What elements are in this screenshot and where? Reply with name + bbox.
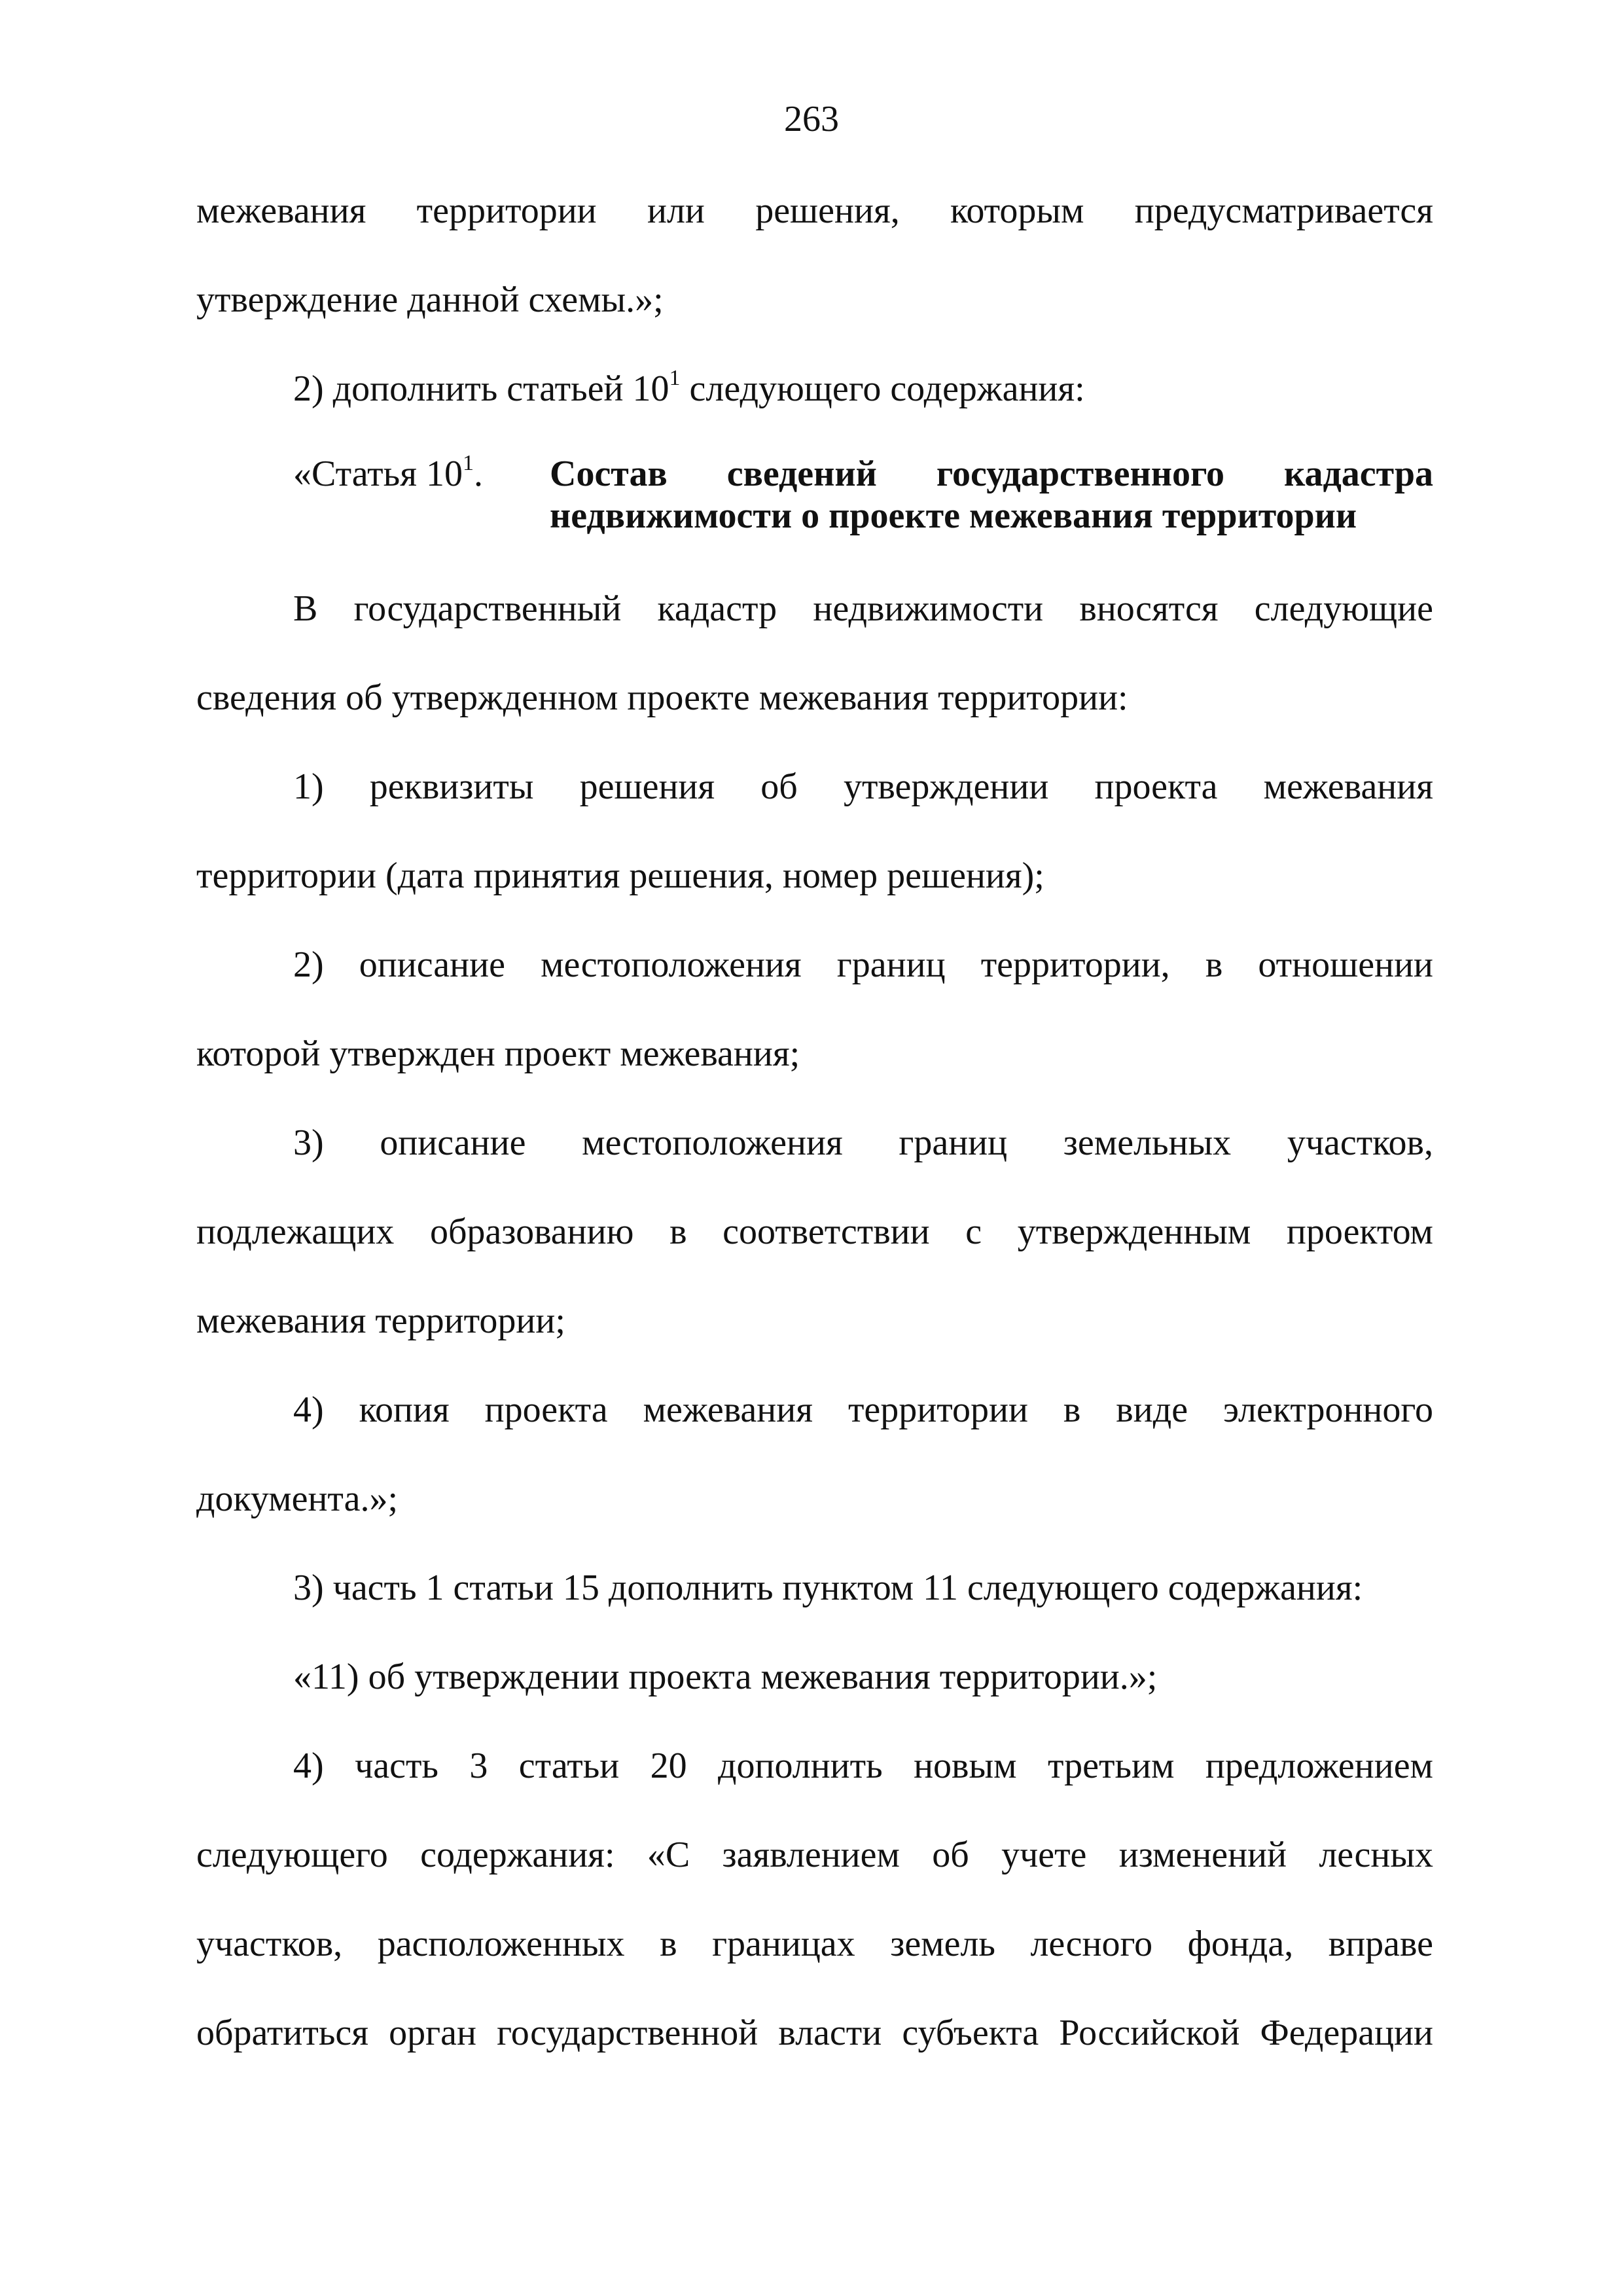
body-line: 4) часть 3 статьи 20 дополнить новым третьим предложением (293, 1746, 1433, 1786)
body-line: 1) реквизиты решения об утверждении проекта межевания (293, 766, 1433, 807)
body-line: участков, расположенных в границах земель лесного фонда, вправе (196, 1924, 1433, 1964)
superscript: 1 (669, 366, 681, 391)
article-label (293, 453, 483, 495)
text-run: . (473, 454, 483, 494)
body-line: 3) часть 1 статьи 15 дополнить пунктом 11 следующего содержания: (293, 1568, 1363, 1608)
article-heading (293, 453, 1433, 545)
body-line: обратиться орган государственной власти субъекта Российской Федерации (196, 2013, 1433, 2053)
text-run: следующего содержания: (680, 368, 1085, 409)
body-line: документа.»; (196, 1479, 398, 1519)
body-line: «11) об утверждении проекта межевания территории.»; (293, 1657, 1158, 1697)
superscript: 1 (462, 451, 474, 476)
body-line: территории (дата принятия решения, номер решения); (196, 855, 1044, 896)
body-line: межевания территории; (196, 1300, 565, 1341)
body-line (293, 368, 1433, 410)
text-run: 2) дополнить статьей 10 (293, 368, 669, 409)
body-line: утверждение данной схемы.»; (196, 279, 664, 320)
text-run: «Статья 10 (293, 454, 463, 494)
body-line: которой утвержден проект межевания; (196, 1033, 800, 1074)
body-line: 2) описание местоположения границ территории, в отношении (293, 944, 1433, 985)
body-line: 4) копия проекта межевания территории в виде электронного (293, 1390, 1433, 1430)
article-title-line: Состав сведений государственного кадастра (550, 454, 1433, 494)
body-line: В государственный кадастр недвижимости вносятся следующие (293, 588, 1433, 629)
body-line: подлежащих образованию в соответствии с утвержденным проектом (196, 1211, 1433, 1252)
body-line: сведения об утвержденном проекте межевания территории: (196, 677, 1128, 718)
article-title-line: недвижимости о проекте межевания территории (550, 495, 1357, 536)
article-title (550, 453, 1433, 537)
body-line: межевания территории или решения, которым предусматривается (196, 190, 1433, 231)
page-number: 263 (784, 99, 839, 139)
body-line: 3) описание местоположения границ земельных участков, (293, 1122, 1433, 1163)
body-line: следующего содержания: «С заявлением об учете изменений лесных (196, 1835, 1433, 1875)
